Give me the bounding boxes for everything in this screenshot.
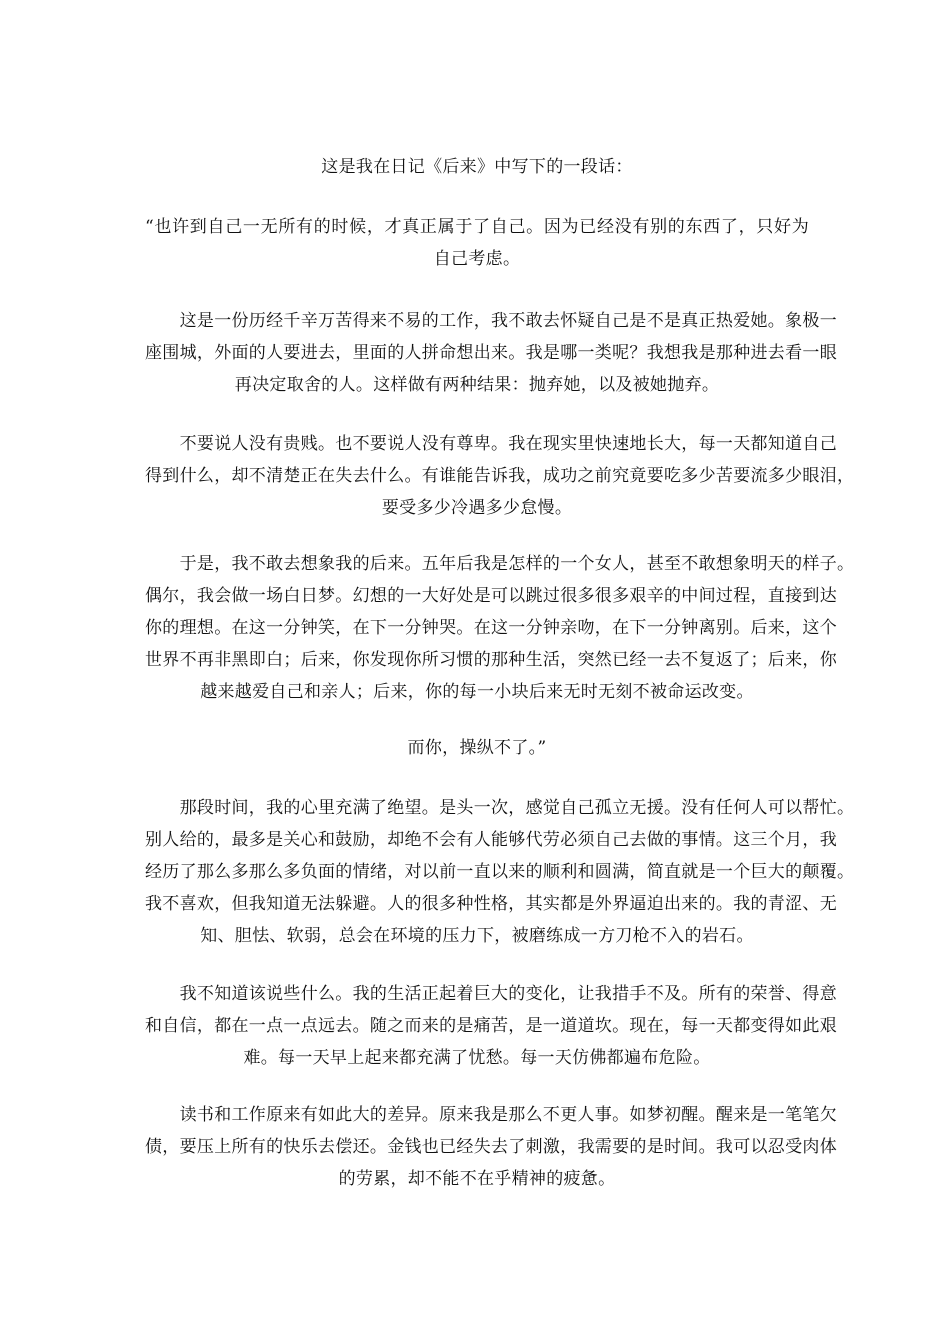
paragraph-quote-closing [145, 732, 809, 764]
text-line: 你的理想。在这一分钟笑，在下一分钟哭。在这一分钟亲吻，在下一分钟离别。后来，这个 [145, 618, 837, 638]
text-line: 债，要压上所有的快乐去偿还。金钱也已经失去了刺激，我需要的是时间。我可以忍受肉体 [145, 1137, 837, 1157]
text-line: 偶尔，我会做一场白日梦。幻想的一大好处是可以跳过很多很多艰辛的中间过程，直接到达 [145, 586, 837, 606]
text-line: 再决定取舍的人。这样做有两种结果：抛弃她，以及被她抛弃。 [234, 375, 720, 395]
paragraph-despair [145, 792, 855, 952]
text-line: 自己考虑。 [433, 249, 521, 269]
text-line: 知、胆怯、软弱，总会在环境的压力下，被磨练成一方刀枪不入的岩石。 [200, 926, 754, 946]
paragraph-future [145, 548, 855, 708]
text-line: 越来越爱自己和亲人；后来，你的每一小块后来无时无刻不被命运改变。 [200, 682, 754, 702]
text-line: 和自信，都在一点一点远去。随之而来的是痛苦，是一道道坎。现在，每一天都变得如此艰 [145, 1016, 837, 1036]
paragraph-job [145, 305, 837, 401]
text-line: 不要说人没有贵贱。也不要说人没有尊卑。我在现实里快速地长大，每一天都知道自己 [145, 434, 837, 454]
text-line: 这是我在日记《后来》中写下的一段话： [321, 157, 633, 177]
text-line: 我不知道该说些什么。我的生活正起着巨大的变化，让我措手不及。所有的荣誉、得意 [145, 984, 837, 1004]
text-line: 而你，操纵不了。” [407, 738, 547, 758]
text-line: “也许到自己一无所有的时候，才真正属于了自己。因为已经没有别的东西了，只好为 [145, 217, 809, 237]
text-line: 的劳累，却不能不在乎精神的疲惫。 [338, 1169, 616, 1189]
text-line: 别人给的，最多是关心和鼓励，却绝不会有人能够代劳必须自己去做的事情。这三个月，我 [145, 830, 837, 850]
paragraph-changes [145, 978, 837, 1074]
text-line: 难。每一天早上起来都充满了忧愁。每一天仿佛都遍布危险。 [243, 1048, 711, 1068]
text-line: 我不喜欢，但我知道无法躲避。人的很多种性格，其实都是外界逼迫出来的。我的青涩、无 [145, 894, 837, 914]
text-line: 于是，我不敢去想象我的后来。五年后我是怎样的一个女人，甚至不敢想象明天的样子。 [145, 554, 855, 574]
paragraph-intro [145, 151, 809, 183]
text-line: 要受多少冷遇多少怠慢。 [381, 498, 573, 518]
text-line: 座围城，外面的人要进去，里面的人拼命想出来。我是哪一类呢？我想我是那种进去看一眼 [145, 343, 837, 363]
text-line: 经历了那么多那么多负面的情绪，对以前一直以来的顺利和圆满，简直就是一个巨大的颠覆。 [145, 862, 855, 882]
text-line: 那段时间，我的心里充满了绝望。是头一次，感觉自己孤立无援。没有任何人可以帮忙。 [145, 798, 855, 818]
paragraph-status [145, 428, 855, 524]
text-line: 这是一份历经千辛万苦得来不易的工作，我不敢去怀疑自己是不是真正热爱她。象极一 [145, 311, 837, 331]
text-line: 世界不再非黑即白；后来，你发现你所习惯的那种生活，突然已经一去不复返了；后来，你 [145, 650, 837, 670]
paragraph-study-work [145, 1099, 837, 1195]
paragraph-quote-opening [145, 211, 809, 275]
text-line: 读书和工作原来有如此大的差异。原来我是那么不更人事。如梦初醒。醒来是一笔笔欠 [145, 1105, 837, 1125]
text-line: 得到什么，却不清楚正在失去什么。有谁能告诉我，成功之前究竟要吃多少苦要流多少眼泪， [145, 466, 855, 486]
